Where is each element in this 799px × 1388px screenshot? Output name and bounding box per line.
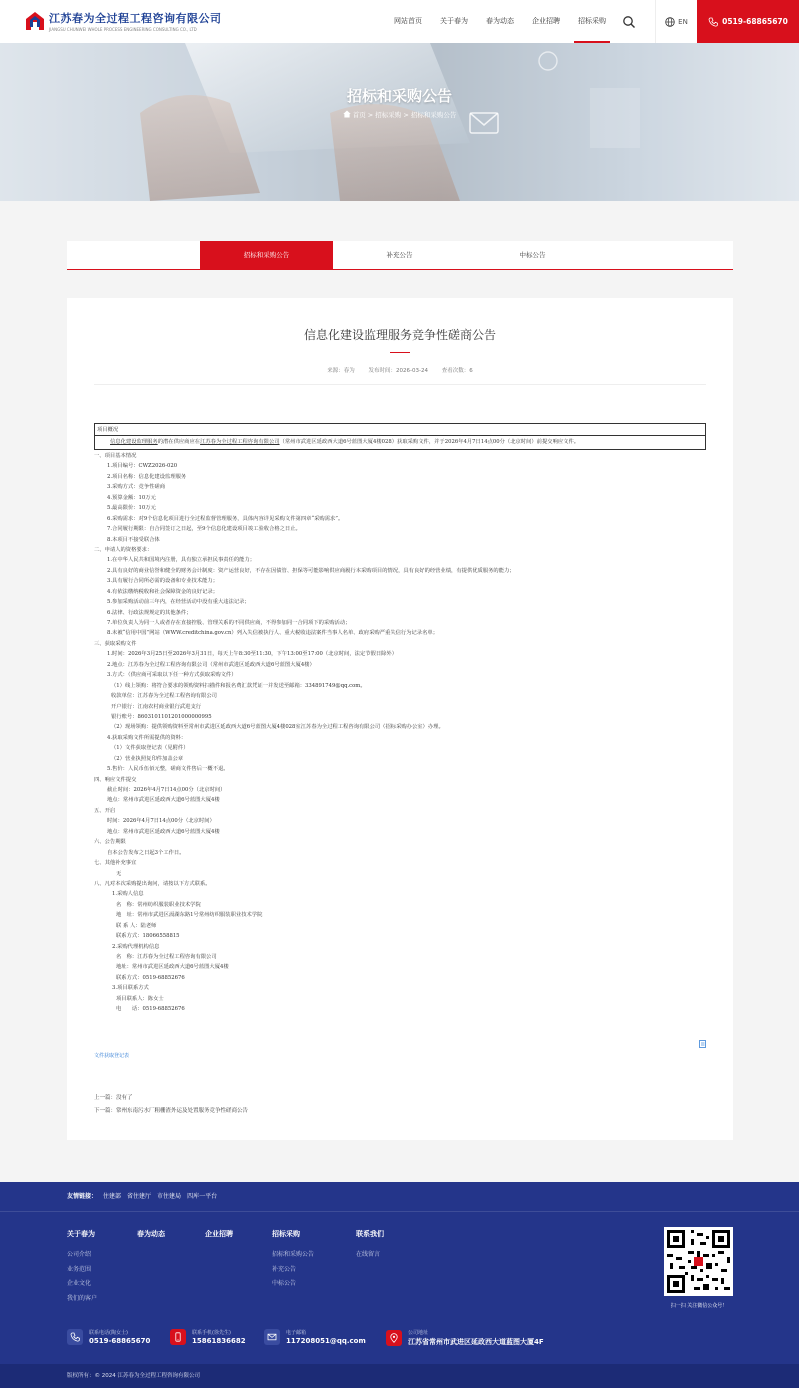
announcement-line: 8.本项目不接受联合体 [107, 536, 160, 543]
announcement-line: 5.最高限价：10万元 [107, 505, 156, 512]
announcement-line: 6.法律、行政法规规定的其他条件； [107, 609, 192, 616]
header-phone[interactable] [697, 0, 799, 43]
site-header [0, 0, 799, 43]
announcement-line: 7.合同履行期限：自合同签订之日起，至9个信息化建设项目竣工验收合格之日止。 [107, 526, 301, 533]
footer-col-heading[interactable]: 联系我们 [356, 1230, 384, 1238]
tab-winning-bids[interactable]: 中标公告 [519, 251, 546, 259]
mobile-icon [170, 1329, 186, 1345]
announcement-line: 名 称：常州纺织服装职业技术学院 [116, 901, 201, 908]
announcement-line: 开户银行：江南农村商业银行武进支行 [111, 703, 202, 710]
announcement-line: 地点：常州市武进区延政西大道6号蓝图大厦4楼 [107, 828, 220, 835]
contact-value[interactable]: 0519-68865670 [89, 1337, 151, 1345]
overview-agency-link[interactable]: 江苏春为全过程工程咨询有限公司 [200, 439, 280, 445]
announcement-line: 1.项目编号：CWZ2026-020 [107, 463, 178, 470]
announcement-text [94, 451, 706, 1015]
article-body [94, 423, 706, 1015]
announcement-line: 1.在中华人民共和国境内注册，具有独立承担民事责任的能力； [107, 557, 256, 564]
announcement-line: 4.预算金额：10万元 [107, 494, 156, 501]
article-meta [67, 366, 733, 374]
nav-home[interactable]: 网站首页 [394, 17, 422, 25]
contact-label: 公司地址 [408, 1330, 429, 1336]
footer-link[interactable]: 业务范围 [67, 1265, 92, 1273]
breadcrumb [0, 110, 799, 119]
announcement-line: 无 [116, 870, 122, 877]
announcement-line: 截止时间：2026年4月7日14点00分（北京时间） [107, 787, 226, 793]
site-footer [0, 1182, 799, 1388]
announcement-line: 4.有依法缴纳税收和社会保障资金的良好记录； [107, 588, 218, 595]
friend-links-label: 友情链接： [67, 1193, 98, 1200]
announcement-line: 自本公告发布之日起3个工作日。 [107, 849, 185, 856]
contact-phone [67, 1329, 150, 1345]
project-overview-box [94, 423, 706, 450]
announcement-line: 联系方式：18066558815 [116, 933, 180, 940]
contact-email [264, 1329, 366, 1345]
page-banner [0, 43, 799, 201]
footer-link[interactable]: 招标和采购公告 [272, 1251, 315, 1258]
logo[interactable] [25, 10, 222, 32]
nav-about[interactable]: 关于春为 [440, 17, 468, 25]
contact-address [386, 1329, 544, 1347]
email-icon [264, 1329, 280, 1345]
contact-value[interactable]: 117208051@qq.com [286, 1337, 366, 1345]
announcement-line: （1）线上领购：将符合要求的领购资料扫描件和报名费汇款凭证一并发送至邮箱：334891749@qq.com。 [111, 682, 366, 689]
contact-value: 江苏省常州市武进区延政西大道蓝图大厦4F [408, 1338, 544, 1346]
article-card [67, 298, 733, 1140]
announcement-line: （2）营业执照复印件加盖公章 [111, 755, 184, 762]
announcement-line: 3.具有履行合同所必需的设备和专业技术能力； [107, 578, 218, 585]
location-pin-icon [386, 1330, 402, 1346]
friend-link-city[interactable]: 市住建局 [157, 1193, 182, 1200]
footer-divider [0, 1211, 799, 1212]
announcement-line: 地址：常州市武进区延政西大道6号蓝图大厦4楼 [116, 964, 229, 971]
announcement-line: 5.参加采购活动前三年内，在经营活动中没有重大违法记录； [107, 599, 250, 606]
logo-icon [25, 11, 45, 31]
overview-text: 信息化建设监理服务的潜在供应商应在江苏春为全过程工程咨询有限公司（常州市武进区延政西大道6号蓝图大厦4楼028）获取采购文件，并于2026年4月7日14点00分（北京时间）前提交响应文件。 [110, 439, 580, 445]
announcement-line: 收款单位：江苏春为全过程工程咨询有限公司 [111, 693, 217, 700]
footer-col-heading[interactable]: 企业招聘 [205, 1230, 233, 1238]
announcement-line: 时间：2026年4月7日14点00分（北京时间） [107, 818, 215, 825]
footer-link[interactable]: 公司介绍 [67, 1251, 92, 1258]
announcement-line: 4.获取采购文件所需提供的资料： [107, 734, 187, 741]
announcement-line: 电 话：0519-68852676 [116, 1006, 185, 1013]
main-nav [385, 0, 615, 43]
announcement-line: 八、凡对本次采购提出询问，请按以下方式联系。 [94, 880, 211, 887]
friend-link-mohurd[interactable]: 住建部 [103, 1193, 122, 1200]
qr-caption: 扫一扫 关注微信公众号！ [670, 1303, 728, 1309]
footer-link[interactable]: 我们的客户 [67, 1294, 98, 1302]
logo-name-en: JIANGSU CHUNWEI WHOLE PROCESS ENGINEERING CONSULTING CO., LTD [49, 27, 197, 32]
phone-icon [708, 17, 718, 27]
wechat-qr-code [664, 1227, 733, 1296]
announcement-line: 7.单位负责人为同一人或者存在直接控股、管理关系的不同供应商，不得参加同一合同项下的采购活动； [107, 620, 351, 626]
announcement-line: 1.采购人信息 [112, 891, 144, 898]
friend-link-platform[interactable]: 四库一平台 [187, 1193, 218, 1200]
language-switch[interactable] [655, 0, 697, 43]
announcement-line: 一、项目基本情况 [94, 453, 137, 459]
globe-icon [665, 17, 675, 27]
contact-label: 联系电话(陶女士) [89, 1330, 128, 1336]
announcement-line: 六、公告期限 [94, 839, 126, 846]
announcement-line: 5.售价：人民币伍佰元整，磋商文件售后一概不退。 [107, 766, 229, 773]
contact-label: 联系手机(徐先生) [192, 1330, 231, 1336]
announcement-line: 3.方式：（供应商可采取以下任一种方式获取采购文件） [107, 672, 237, 679]
announcement-line: 七、其他补充事宜 [94, 860, 137, 867]
footer-col-heading[interactable]: 招标采购 [272, 1230, 300, 1238]
announcement-line: 二、申请人的资格要求： [94, 546, 153, 553]
title-divider [390, 352, 410, 353]
overview-heading: 项目概况 [95, 424, 705, 436]
logo-name-cn: 江苏春为全过程工程咨询有限公司 [49, 12, 222, 25]
article-views: 查看次数：6 [441, 368, 473, 374]
announcement-line: 6.采购需求：对9个信息化项目进行全过程监督管理服务，具体内容详见采购文件第四章“采购需求”。 [107, 515, 344, 522]
announcement-line: 三、获取采购文件 [94, 640, 137, 647]
meta-divider [94, 384, 706, 385]
breadcrumb-text[interactable]: 首页 > 招标采购 > 招标和采购公告 [352, 111, 457, 119]
contact-value[interactable]: 15861836682 [192, 1337, 246, 1345]
header-phone-number: 0519-68865670 [722, 17, 788, 26]
footer-link[interactable]: 在线留言 [356, 1251, 381, 1258]
announcement-line: 项目联系人：陈女士 [116, 995, 164, 1002]
footer-col-news [137, 1229, 165, 1248]
announcement-line: 联 系 人：陆老师 [116, 922, 157, 929]
nav-bidding[interactable]: 招标采购 [569, 0, 615, 43]
prev-article-link[interactable]: 上一篇：没有了 [94, 1095, 133, 1101]
article-date: 发布时间：2026-03-24 [368, 368, 428, 374]
footer-col-about [67, 1229, 97, 1306]
announcement-line: 1.时间：2026年3月25日至2026年3月31日，每天上午8:30至11:30，下午13:00至17:00（北京时间，法定节假日除外） [107, 651, 398, 658]
article-source: 来源：春为 [327, 368, 355, 374]
article-title: 信息化建设监理服务竞争性磋商公告 [303, 328, 496, 342]
friend-link-province[interactable]: 省住建厅 [127, 1193, 152, 1200]
announcement-line: 8.未被“信用中国”网站（WWW.creditchina.gov.cn）列入失信被执行人、重大税收违法案件当事人名单、政府采购严重失信行为记录名单； [107, 630, 438, 637]
footer-link[interactable]: 企业文化 [67, 1280, 92, 1287]
telephone-icon [67, 1329, 83, 1345]
announcement-line: 2.采购代理机构信息 [112, 943, 160, 950]
footer-col-heading[interactable]: 春为动态 [137, 1230, 165, 1238]
tab-bidding-announcements[interactable]: 招标和采购公告 [200, 241, 333, 269]
category-tabs [67, 241, 733, 270]
announcement-line: 名 称：江苏春为全过程工程咨询有限公司 [116, 954, 217, 960]
footer-col-contact [356, 1229, 384, 1263]
home-icon [343, 110, 351, 118]
announcement-line: 四、响应文件提交 [94, 776, 137, 783]
announcement-line: （1）文件获取登记表（见附件） [111, 745, 189, 752]
banner-background-image [0, 43, 799, 201]
announcement-line: 联系方式：0519-68852676 [116, 974, 185, 981]
announcement-line: 3.项目联系方式 [112, 985, 149, 992]
next-article-link[interactable]: 下一篇：常州东南污水厂粗栅渣外运及处置服务竞争性磋商公告 [94, 1108, 249, 1114]
announcement-line: 五、开启 [94, 807, 116, 814]
copyright: 版权所有：© 2024 江苏春为全过程工程咨询有限公司 [0, 1364, 799, 1388]
announcement-line: （2）现场领购：提供领购资料至常州市武进区延政西大道6号蓝图大厦4楼028室江苏春为全过程工程咨询有限公司（招标采购办公室）办理。 [111, 724, 444, 731]
tab-supplementary[interactable]: 补充公告 [386, 251, 413, 259]
contact-label: 电子邮箱 [286, 1330, 307, 1336]
footer-link[interactable]: 补充公告 [272, 1265, 297, 1273]
footer-col-heading[interactable]: 关于春为 [67, 1230, 95, 1238]
language-label: EN [678, 17, 688, 26]
search-icon[interactable] [622, 14, 636, 28]
footer-col-bidding [272, 1229, 314, 1292]
nav-news[interactable]: 春为动态 [486, 17, 514, 25]
attachment-link[interactable]: 文件获取登记表 [94, 1053, 130, 1059]
footer-link[interactable]: 中标公告 [272, 1280, 297, 1287]
contact-mobile [170, 1329, 246, 1345]
announcement-line: 地 址：常州市武进区滆湖东路1号常州纺织服装职业技术学院 [116, 912, 263, 919]
prev-next-nav [94, 1092, 248, 1118]
attachment-icon[interactable] [699, 1033, 707, 1041]
announcement-line: 3.采购方式：竞争性磋商 [107, 484, 166, 491]
announcement-line: 银行账号：8603101101201000000995 [111, 713, 212, 720]
announcement-line: 2.项目名称：信息化建设监理服务 [107, 473, 187, 480]
page-title: 招标和采购公告 [346, 87, 452, 105]
announcement-line: 地点：常州市武进区延政西大道6号蓝图大厦4楼 [107, 797, 220, 804]
friend-links [67, 1190, 217, 1204]
announcement-line: 2.具有良好的商业信誉和健全的财务会计制度：资产运营良好，不存在因债管、担保等可能影响供应商履行本采购项目的情况，具有良好的经营业绩，有提供优质服务的能力； [107, 567, 515, 574]
footer-col-jobs [205, 1229, 233, 1248]
overview-project-link[interactable]: 信息化建设监理服务 [110, 439, 158, 445]
nav-jobs[interactable]: 企业招聘 [532, 17, 560, 25]
announcement-line: 2.地点：江苏春为全过程工程咨询有限公司（常州市武进区延政西大道6号蓝图大厦4楼） [107, 661, 315, 668]
